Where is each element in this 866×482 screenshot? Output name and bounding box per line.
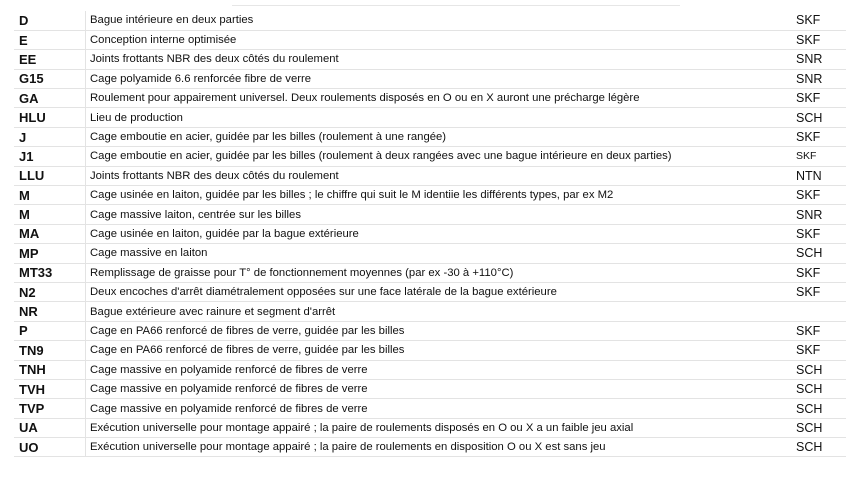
manufacturer: SKF [794, 263, 846, 282]
suffix-code: HLU [14, 108, 86, 127]
suffix-code: EE [14, 50, 86, 69]
manufacturer: SCH [794, 244, 846, 263]
suffix-description: Joints frottants NBR des deux côtés du roulement [86, 166, 795, 185]
suffix-code: UO [14, 438, 86, 457]
suffix-code: TNH [14, 360, 86, 379]
suffix-description: Remplissage de graisse pour T° de fonctionnement moyennes (par ex -30 à +110°C) [86, 263, 795, 282]
suffix-code: MA [14, 224, 86, 243]
table-row [14, 244, 846, 263]
manufacturer: SKF [794, 282, 846, 301]
table-row [14, 399, 846, 418]
suffix-code: UA [14, 418, 86, 437]
table-row [14, 321, 846, 340]
manufacturer: SCH [794, 399, 846, 418]
suffix-description: Conception interne optimisée [86, 30, 795, 49]
manufacturer: SCH [794, 108, 846, 127]
manufacturer: SCH [794, 360, 846, 379]
suffix-description: Cage emboutie en acier, guidée par les billes (roulement à deux rangées avec une bague intérieure en deux parties) [86, 147, 795, 166]
table-row [14, 224, 846, 243]
suffix-description: Cage emboutie en acier, guidée par les billes (roulement à une rangée) [86, 127, 795, 146]
suffix-code: N2 [14, 282, 86, 301]
manufacturer: SKF [794, 224, 846, 243]
table-row [14, 89, 846, 108]
suffix-description: Cage en PA66 renforcé de fibres de verre, guidée par les billes [86, 341, 795, 360]
suffix-description: Cage massive en polyamide renforcé de fibres de verre [86, 399, 795, 418]
table-row [14, 11, 846, 30]
suffix-description: Cage usinée en laiton, guidée par les billes ; le chiffre qui suit le M identiie les différents types, par ex M2 [86, 186, 795, 205]
suffix-description: Bague intérieure en deux parties [86, 11, 795, 30]
table-row [14, 379, 846, 398]
suffix-code: TVH [14, 379, 86, 398]
manufacturer: SCH [794, 379, 846, 398]
table-row [14, 302, 846, 321]
suffix-code: GA [14, 89, 86, 108]
manufacturer: SCH [794, 418, 846, 437]
table-row [14, 263, 846, 282]
suffix-code: G15 [14, 69, 86, 88]
manufacturer: SKF [794, 186, 846, 205]
manufacturer: SNR [794, 205, 846, 224]
suffix-description: Exécution universelle pour montage appairé ; la paire de roulements disposés en O ou X a un faible jeu axial [86, 418, 795, 437]
suffix-code: TVP [14, 399, 86, 418]
table-row [14, 69, 846, 88]
suffix-description: Deux encoches d'arrêt diamétralement opposées sur une face latérale de la bague extérieure [86, 282, 795, 301]
suffix-code: LLU [14, 166, 86, 185]
suffix-code: M [14, 186, 86, 205]
manufacturer: SKF [794, 127, 846, 146]
table-row [14, 418, 846, 437]
manufacturer: SCH [794, 438, 846, 457]
suffix-code: MP [14, 244, 86, 263]
suffix-description: Joints frottants NBR des deux côtés du roulement [86, 50, 795, 69]
manufacturer: NTN [794, 166, 846, 185]
suffix-description: Cage massive en laiton [86, 244, 795, 263]
manufacturer: SKF [794, 147, 846, 166]
manufacturer: SNR [794, 69, 846, 88]
table-row [14, 186, 846, 205]
suffix-description: Roulement pour appairement universel. Deux roulements disposés en O ou en X auront une précharge légère [86, 89, 795, 108]
suffix-table [14, 11, 846, 457]
manufacturer: SKF [794, 30, 846, 49]
suffix-description: Cage massive laiton, centrée sur les billes [86, 205, 795, 224]
suffix-description: Cage en PA66 renforcé de fibres de verre, guidée par les billes [86, 321, 795, 340]
suffix-code: D [14, 11, 86, 30]
table-row [14, 147, 846, 166]
suffix-description: Cage massive en polyamide renforcé de fibres de verre [86, 379, 795, 398]
manufacturer: SKF [794, 321, 846, 340]
table-row [14, 50, 846, 69]
suffix-description: Cage massive en polyamide renforcé de fibres de verre [86, 360, 795, 379]
suffix-code: E [14, 30, 86, 49]
suffix-code: TN9 [14, 341, 86, 360]
manufacturer: SKF [794, 11, 846, 30]
top-divider [232, 5, 680, 6]
suffix-description: Exécution universelle pour montage appairé ; la paire de roulements en disposition O ou X est sans jeu [86, 438, 795, 457]
suffix-description: Cage usinée en laiton, guidée par la bague extérieure [86, 224, 795, 243]
manufacturer: SKF [794, 341, 846, 360]
suffix-code: J [14, 127, 86, 146]
table-row [14, 282, 846, 301]
table-body [14, 11, 846, 457]
manufacturer: SNR [794, 50, 846, 69]
table-row [14, 438, 846, 457]
suffix-code: P [14, 321, 86, 340]
suffix-code: NR [14, 302, 86, 321]
suffix-description: Bague extérieure avec rainure et segment d'arrêt [86, 302, 795, 321]
suffix-description: Lieu de production [86, 108, 795, 127]
suffix-code: M [14, 205, 86, 224]
manufacturer [794, 302, 846, 321]
table-row [14, 166, 846, 185]
table-row [14, 30, 846, 49]
table-row [14, 108, 846, 127]
table-row [14, 127, 846, 146]
manufacturer: SKF [794, 89, 846, 108]
table-row [14, 205, 846, 224]
suffix-description: Cage polyamide 6.6 renforcée fibre de verre [86, 69, 795, 88]
suffix-code: MT33 [14, 263, 86, 282]
table-row [14, 360, 846, 379]
table-row [14, 341, 846, 360]
suffix-code: J1 [14, 147, 86, 166]
